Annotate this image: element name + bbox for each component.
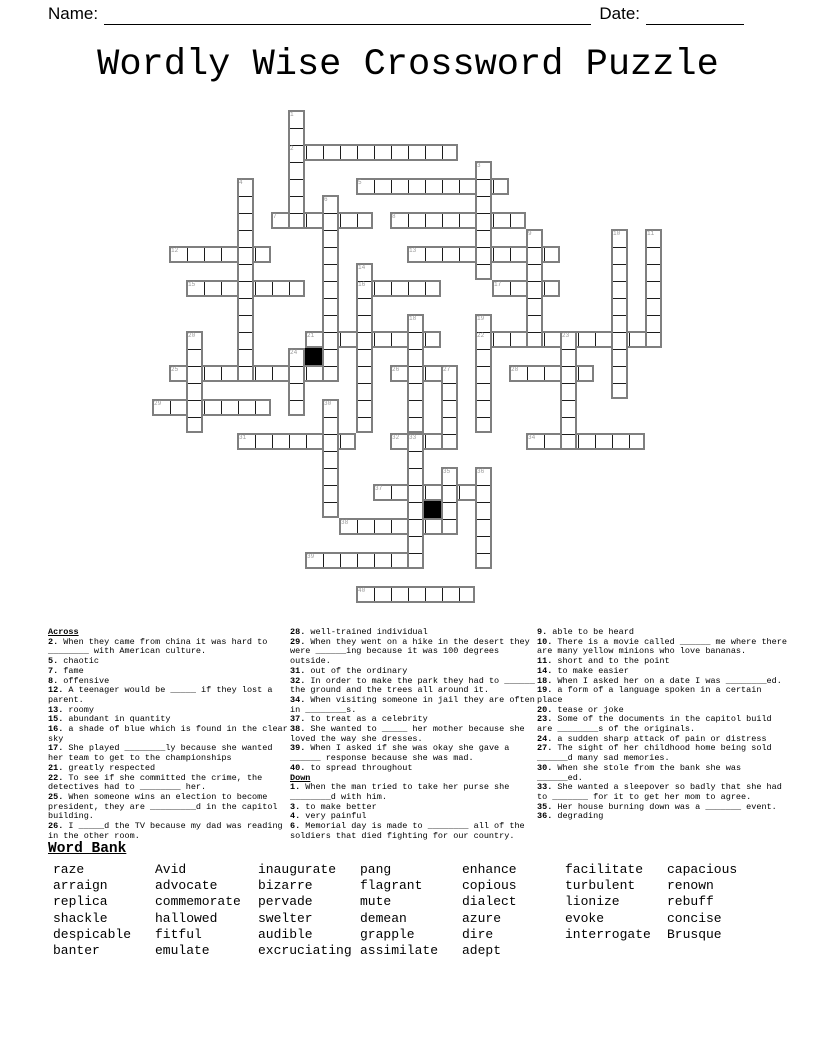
grid-number: 34 [528, 434, 536, 441]
word-bank-word: inaugurate [258, 862, 337, 877]
grid-number: 36 [477, 468, 485, 475]
clue-26: 26. I _____d the TV because my dad was reading in the other room. [48, 821, 283, 841]
grid-number: 18 [409, 315, 417, 322]
grid-number: 13 [409, 247, 417, 254]
clue-5: 5. chaotic [48, 656, 100, 667]
clue-column-middle [290, 628, 535, 841]
grid-number: 32 [392, 434, 400, 441]
word-bank-label: Word Bank [48, 841, 127, 857]
clue-35: 35. Her house burning down was a _______ event. [537, 801, 777, 812]
clue-21: 21. greatly respected [48, 762, 156, 773]
grid-number: 17 [494, 281, 502, 288]
clue-32: 32. In order to make the park they had to ______ the ground and the trees all around it. [290, 675, 535, 696]
black-cell [424, 501, 441, 518]
word-bank-word: flagrant [360, 878, 423, 894]
word-bank-word: turbulent [565, 878, 636, 894]
grid-number: 11 [647, 230, 655, 237]
grid-number: 7 [273, 213, 277, 220]
name-blank-line [104, 4, 591, 25]
grid-number: 28 [511, 366, 519, 373]
grid-number: 30 [324, 400, 332, 407]
grid-number: 24 [290, 349, 298, 356]
grid-number: 29 [154, 400, 162, 407]
word-bank-word: capacious [667, 862, 738, 877]
word-4-down [237, 178, 254, 382]
word-24-down [288, 348, 305, 416]
grid-number: 12 [171, 247, 179, 254]
word-bank-word: banter [53, 943, 100, 959]
word-33-down [407, 433, 424, 569]
word-bank-word: arraign [53, 878, 108, 894]
word-bank-word: bizarre [258, 878, 313, 894]
word-bank-word: enhance [462, 862, 517, 877]
word-bank-word: Brusque [667, 926, 722, 942]
word-bank [48, 841, 787, 959]
clue-9: 9. able to be heard [537, 627, 634, 637]
word-30-down [322, 399, 339, 518]
word-bank-word: rebuff [667, 894, 714, 910]
clue-11: 11. short and to the point [537, 656, 670, 667]
word-bank-word: azure [462, 910, 502, 926]
clue-12: 12. A teenager would be _____ if they lost a parent. [48, 685, 273, 705]
word-bank-word: facilitate [565, 862, 644, 877]
word-36-down [475, 467, 492, 569]
grid-number: 37 [375, 485, 383, 492]
word-bank-word: Avid [155, 862, 187, 877]
grid-number: 38 [341, 519, 349, 526]
grid-number: 14 [358, 264, 366, 271]
clue-6: 6. Memorial day is made to ________ all of the soldiers that died fighting for our country. [290, 821, 525, 841]
word-1-down [288, 110, 305, 229]
word-23-down [560, 331, 577, 450]
grid-number: 21 [307, 332, 315, 339]
word-bank-word: dialect [462, 894, 517, 910]
clue-16: 16. a shade of blue which is found in the clear sky [48, 724, 288, 744]
grid-number: 39 [307, 553, 315, 560]
word-35-down [441, 467, 458, 535]
grid-number: 22 [477, 332, 485, 339]
grid-number: 25 [171, 366, 179, 373]
grid-number: 33 [409, 434, 417, 441]
grid-number: 5 [358, 179, 362, 186]
clue-column-left [48, 628, 288, 841]
clue-28: 28. well-trained individual [290, 627, 428, 637]
clue-33: 33. She wanted a sleepover so badly that she had to _______ for it to get her mom to agree. [537, 782, 782, 802]
word-bank-word: dire [462, 926, 494, 942]
clue-8: 8. offensive [48, 675, 110, 686]
clue-1: 1. When the man tried to take her purse she ________d with him. [290, 782, 510, 802]
word-bank-list [53, 862, 787, 959]
word-27-down [441, 365, 458, 450]
word-bank-word: raze [53, 862, 85, 877]
clue-24: 24. a sudden sharp attack of pain or distress [537, 733, 767, 744]
grid-number: 23 [562, 332, 570, 339]
clue-18: 18. When I asked her on a date I was ________ed. [537, 675, 782, 686]
black-cell [305, 348, 322, 365]
grid-number: 2 [290, 145, 294, 152]
word-bank-word: emulate [155, 943, 210, 959]
grid-number: 9 [528, 230, 532, 237]
clue-20: 20. tease or joke [537, 704, 624, 715]
clue-2: 2. When they came from china it was hard to ________ with American culture. [48, 636, 268, 657]
clue-14: 14. to make easier [537, 665, 629, 676]
clue-15: 15. abundant in quantity [48, 714, 171, 725]
clue-23: 23. Some of the documents in the capitol build are ________s of the originals. [537, 714, 772, 735]
clue-31: 31. out of the ordinary [290, 665, 408, 676]
word-3-down [475, 161, 492, 280]
clue-29: 29. When they went on a hike in the desert they were ______ing because it was 100 degrees outside. [290, 636, 530, 667]
grid-number: 16 [358, 281, 366, 288]
word-bank-word: assimilate [360, 943, 439, 959]
word-bank-word: excruciating [258, 943, 352, 959]
grid-number: 1 [290, 111, 294, 118]
date-label: Date: [599, 4, 640, 23]
word-bank-word: interrogate [565, 926, 651, 942]
clue-30: 30. When she stole from the bank she was ______ed. [537, 762, 742, 783]
word-8-across [390, 212, 526, 229]
grid-number: 4 [239, 179, 243, 186]
word-18-down [407, 314, 424, 433]
clue-4: 4. very painful [290, 811, 367, 822]
word-40-across [356, 586, 475, 603]
word-bank-word: concise [667, 910, 722, 926]
word-12-across [169, 246, 271, 263]
word-20-down [186, 331, 203, 433]
word-2-across [288, 144, 458, 161]
word-bank-word: replica [53, 894, 108, 910]
word-bank-word: adept [462, 943, 502, 959]
word-bank-word: fitful [155, 926, 202, 942]
clue-column-right [537, 628, 790, 822]
word-34-across [526, 433, 645, 450]
word-10-down [611, 229, 628, 399]
word-bank-word: renown [667, 878, 714, 894]
clue-38: 38. She wanted to _____ her mother because she loved the way she dresses. [290, 724, 525, 744]
word-bank-word: despicable [53, 926, 132, 942]
grid-number: 40 [358, 587, 366, 594]
clue-17: 17. She played ________ly because she wanted her team to get to the championships [48, 743, 273, 764]
word-bank-word: pang [360, 862, 392, 877]
grid-number: 15 [188, 281, 196, 288]
word-bank-word: hallowed [155, 910, 218, 926]
clue-27: 27. The sight of her childhood home being sold ______d many sad memories. [537, 743, 772, 764]
word-bank-word: audible [258, 926, 313, 942]
clue-13: 13. roomy [48, 704, 94, 715]
clue-39: 39. When I asked if she was okay she gave a ______ response because she was mad. [290, 743, 510, 764]
grid-number: 27 [443, 366, 451, 373]
name-label: Name: [48, 4, 99, 23]
grid-number: 3 [477, 162, 481, 169]
clue-25: 25. When someone wins an election to become president, they are _________d in the capitol building. [48, 791, 278, 822]
word-bank-word: advocate [155, 878, 218, 894]
word-29-across [152, 399, 271, 416]
word-bank-word: demean [360, 910, 407, 926]
clue-22: 22. To see if she committed the crime, the detectives had to ________ her. [48, 772, 263, 793]
grid-number: 19 [477, 315, 485, 322]
clue-40: 40. to spread throughout [290, 762, 413, 773]
grid-number: 31 [239, 434, 247, 441]
clue-7: 7. fame [48, 665, 84, 676]
grid-number: 26 [392, 366, 400, 373]
word-bank-word: shackle [53, 910, 108, 926]
grid-number: 10 [613, 230, 621, 237]
clue-34: 34. When visiting someone in jail they are often in ________s. [290, 694, 535, 715]
word-bank-word: pervade [258, 894, 313, 910]
word-28-across [509, 365, 594, 382]
clue-3: 3. to make better [290, 801, 377, 812]
word-bank-word: evoke [565, 910, 605, 926]
word-6-down [322, 195, 339, 382]
word-bank-word: copious [462, 878, 517, 894]
date-blank-line [646, 4, 744, 25]
word-bank-word: lionize [565, 894, 620, 910]
clue-19: 19. a form of a language spoken in a certain place [537, 685, 762, 705]
grid-number: 20 [188, 332, 196, 339]
page-title: Wordly Wise Crossword Puzzle [97, 44, 719, 86]
clue-36: 36. degrading [537, 811, 604, 822]
clue-section-header: Across [48, 627, 79, 637]
word-14-down [356, 263, 373, 433]
word-bank-word: commemorate [155, 894, 241, 910]
word-11-down [645, 229, 662, 348]
word-bank-word: grapple [360, 926, 415, 942]
word-bank-word: swelter [258, 910, 313, 926]
clue-37: 37. to treat as a celebrity [290, 714, 428, 725]
clue-section-header: Down [290, 772, 311, 783]
word-bank-word: mute [360, 894, 392, 910]
grid-number: 8 [392, 213, 396, 220]
grid-number: 35 [443, 468, 451, 475]
grid-number: 6 [324, 196, 328, 203]
word-9-down [526, 229, 543, 348]
clue-10: 10. There is a movie called ______ me where there are many yellow minions who love bananas. [537, 636, 787, 657]
name-date-row [48, 4, 744, 25]
